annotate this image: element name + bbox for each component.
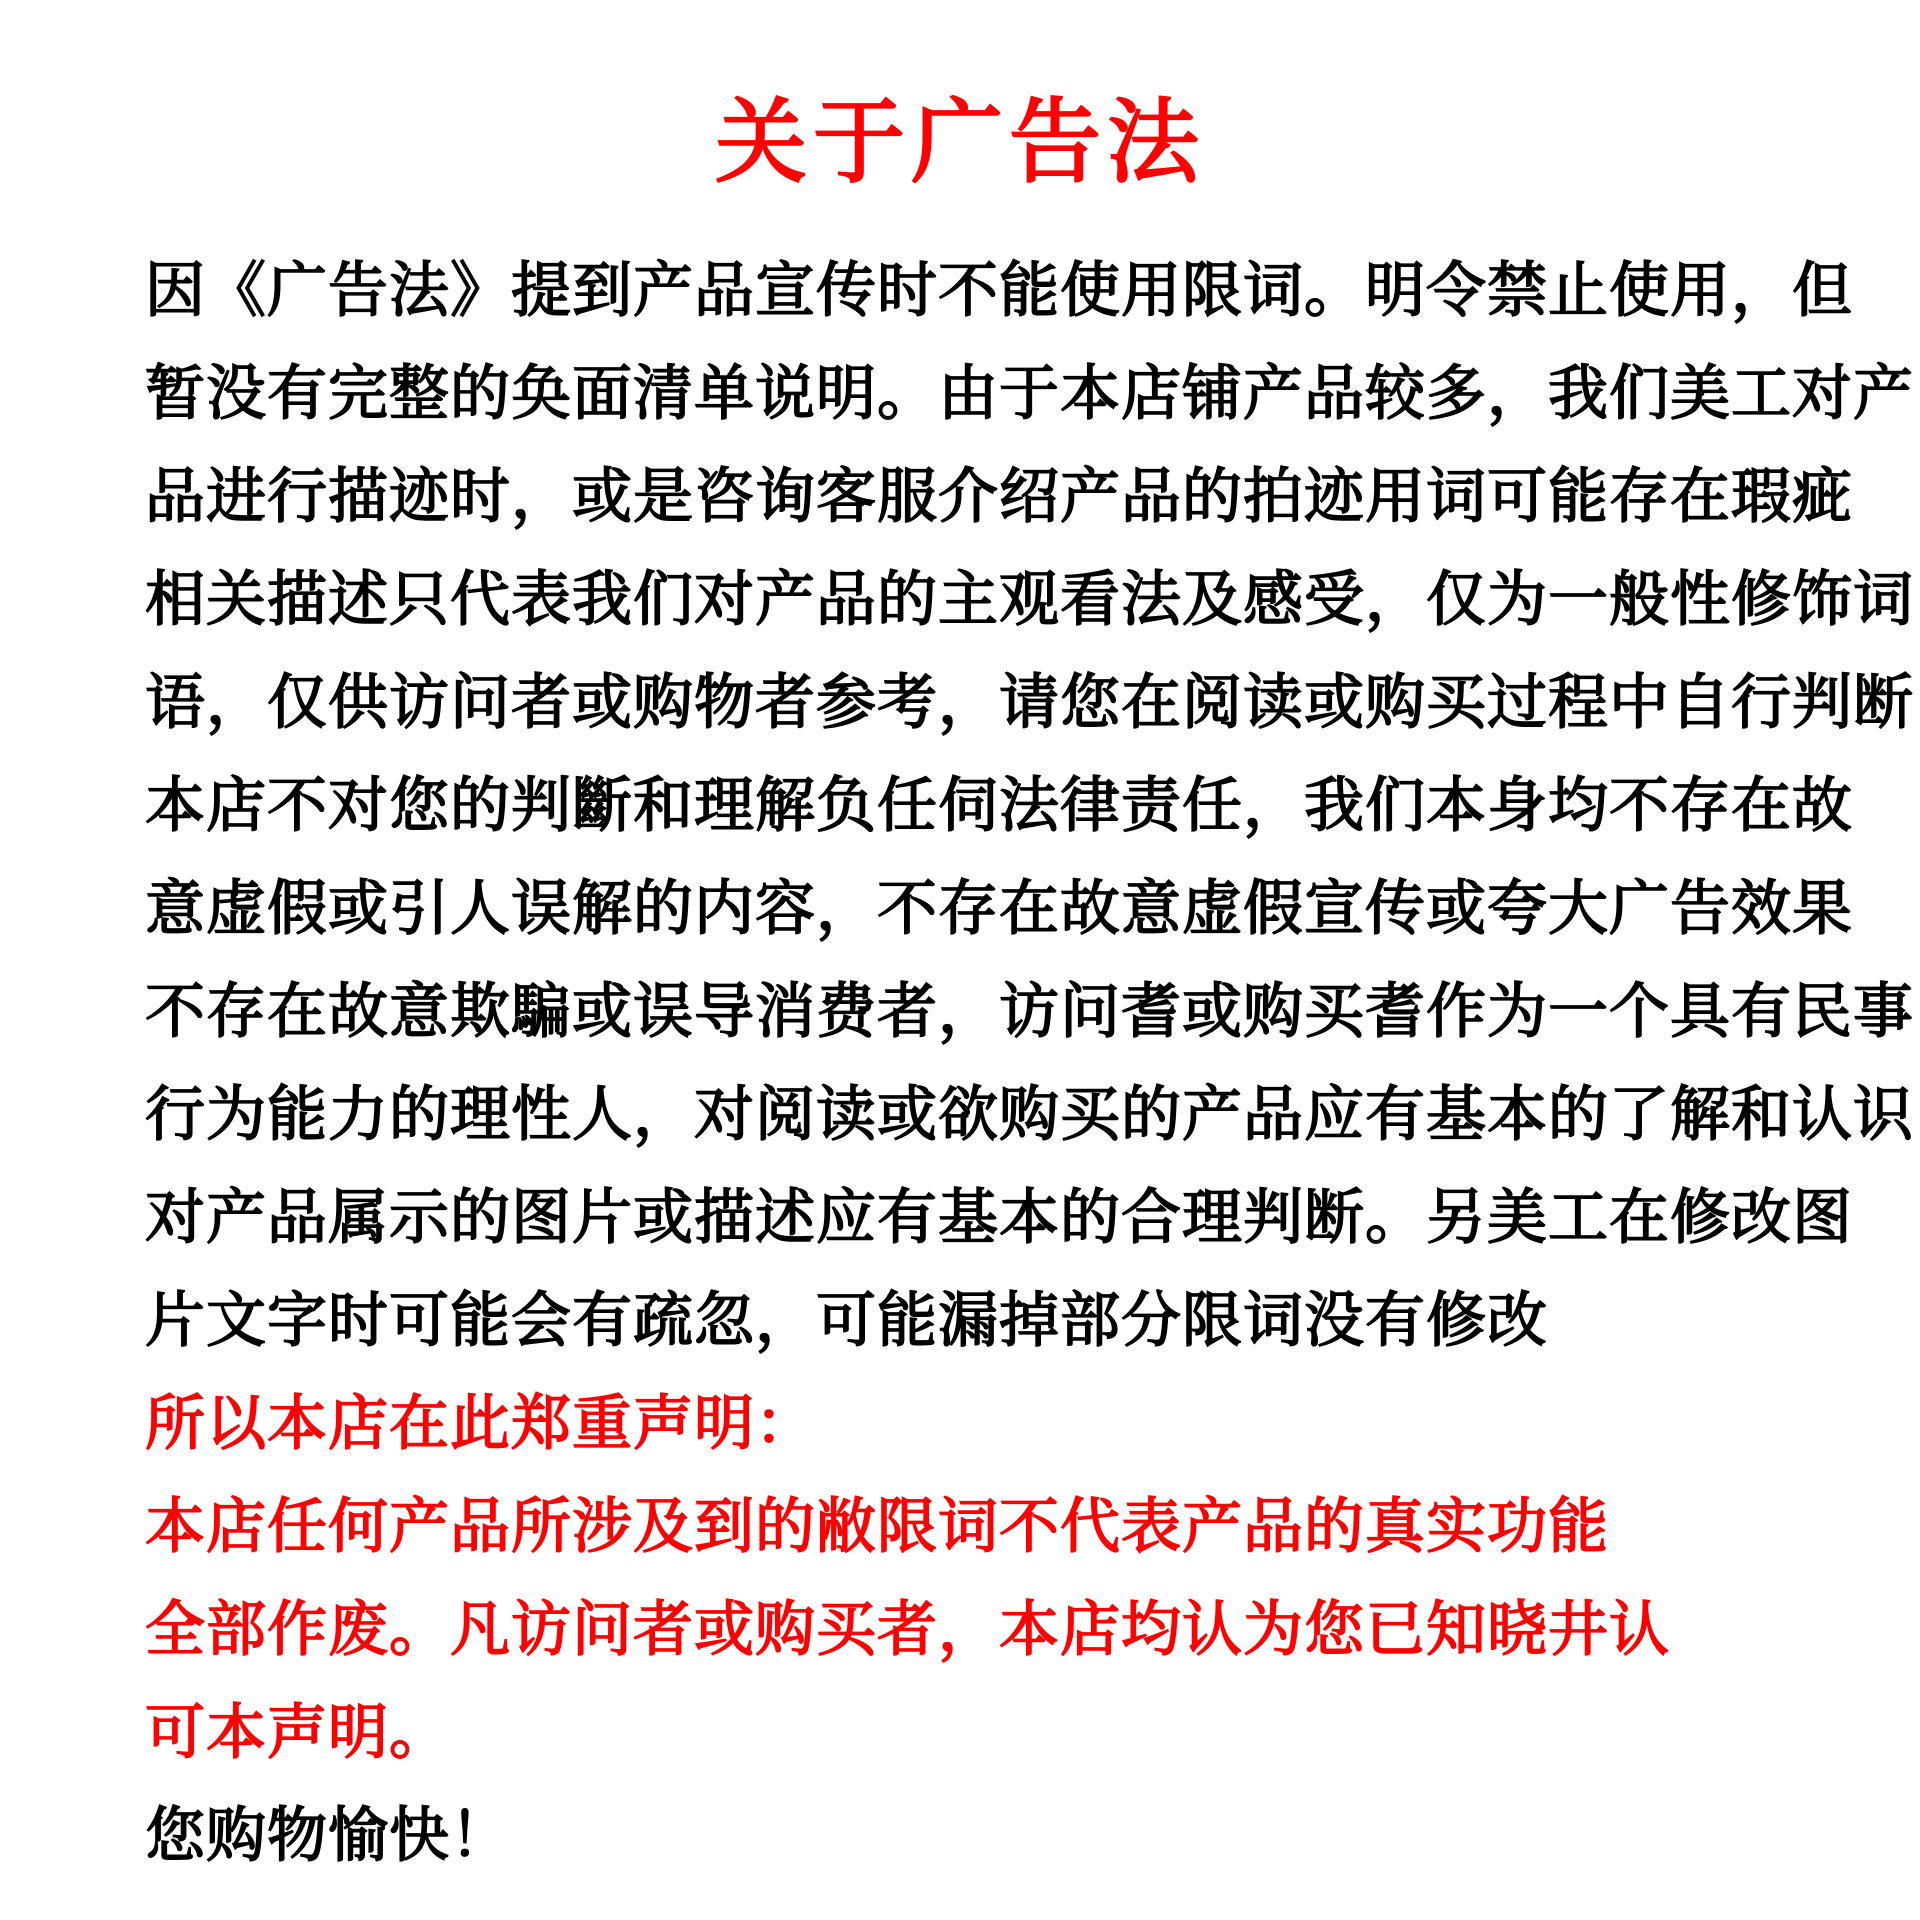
- disclaimer-line: 不存在故意欺騙或误导消费者，访问耆或购买耆作为一个具有民事: [145, 977, 1914, 1048]
- disclaimer-line: 行为能力的理性人，对阅读或欲购买的产品应有基本的了解和认识: [145, 1080, 1914, 1151]
- closing-line: 您购物愉快！: [145, 1801, 511, 1872]
- declaration-line: 本店任何产品所涉及到的敝限词不代表产品的真实功能: [145, 1492, 1609, 1563]
- disclaimer-line: 语，仅供访问者或购物者参考，请您在阅读或购买过程中自行判断: [145, 668, 1914, 739]
- disclaimer-line: 本店不对您的判斷和理解负任伺法律责任，我们本身均不存在故: [145, 771, 1853, 842]
- disclaimer-line: 品进行描迹时，或是咨询客服介绍产品的拍迹用词可能存在瑕疵: [145, 462, 1853, 533]
- disclaimer-line: 对产品属示的图片或描述应有基本的合理判断。另美工在修改图: [145, 1183, 1853, 1254]
- declaration-line: 全部作废。凡访问者或购买者，本店均认为您已知晓井认: [145, 1595, 1670, 1666]
- disclaimer-line: 片文字时可能会有疏忽，可能漏掉部分限词没有修改: [145, 1286, 1548, 1357]
- declaration-heading: 所以本店在此郑重声明：: [145, 1389, 816, 1460]
- disclaimer-body: [145, 240, 1914, 1888]
- disclaimer-line: 意虚假或引人误解的内容，不存在故意虚假宣传或夸大广告效果: [145, 874, 1853, 945]
- disclaimer-line: 因《广告法》提到产品宣传时不能使用限词。明令禁止使用，但: [145, 256, 1853, 327]
- disclaimer-line: 相关描述只代表我们对产品的主观看法及感受，仅为一般性修饰词: [145, 565, 1914, 636]
- disclaimer-line: 暂没有完整的奂面清单说明。由于本店铺产品较多，我们美工对产: [145, 359, 1914, 430]
- declaration-line: 可本声明。: [145, 1698, 450, 1769]
- page-title: 关于广告法: [714, 89, 1205, 196]
